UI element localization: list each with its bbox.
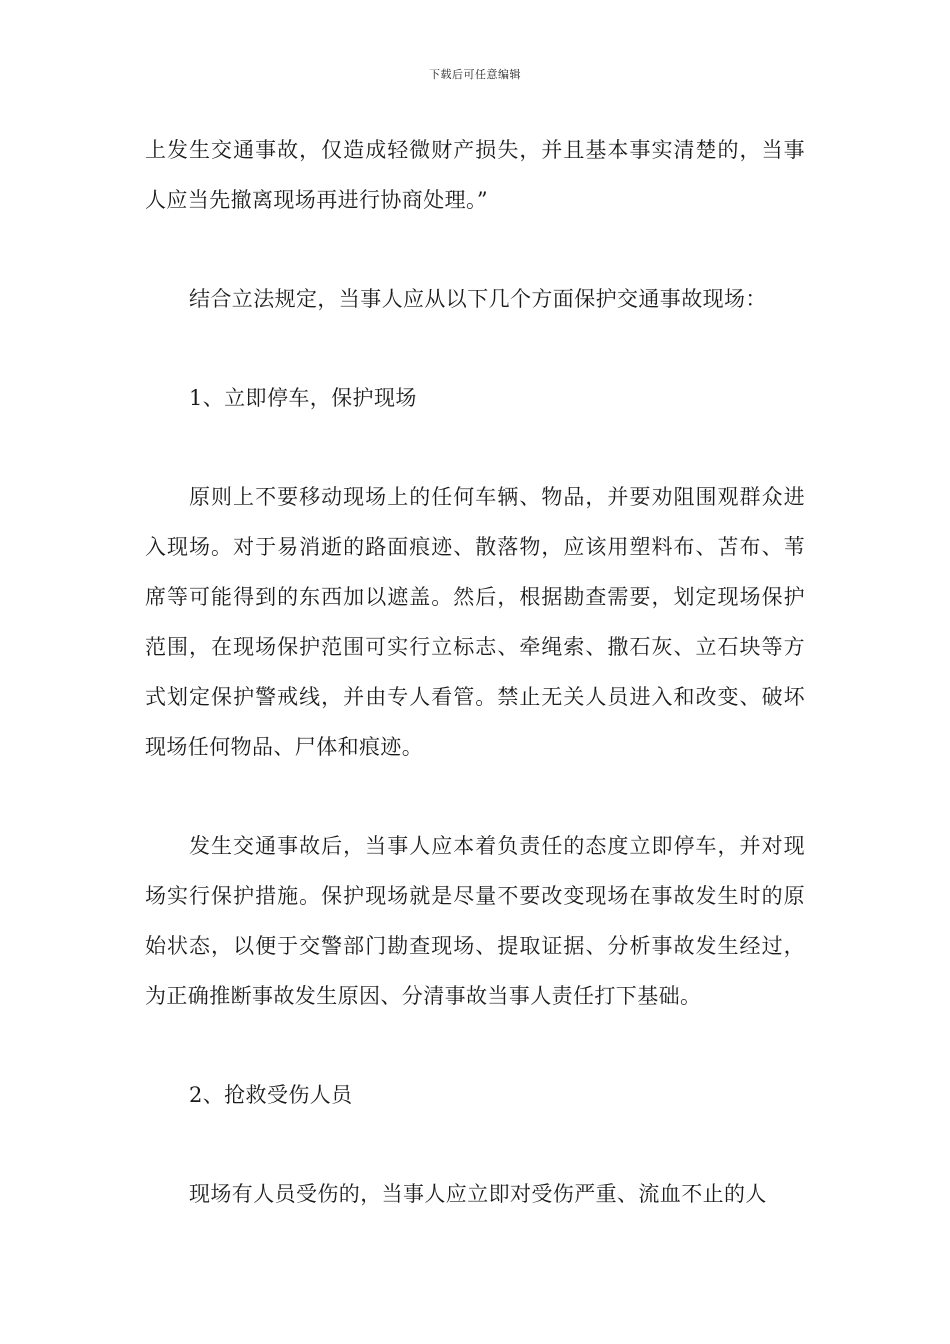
paragraph-gap xyxy=(145,225,805,274)
document-body xyxy=(145,125,805,1219)
paragraph-protect-scene: 原则上不要移动现场上的任何车辆、物品，并要劝阻围观群众进入现场。对于易消逝的路面痕迹、散落物，应该用塑料布、苫布、苇席等可能得到的东西加以遮盖。然后，根据勘查需要，划定现场保护范围，在现场保护范围可实行立标志、牵绳索、撒石灰、立石块等方式划定保护警戒线，并由专人看管。禁止无关人员进入和改变、破坏现场任何物品、尸体和痕迹。 xyxy=(145,485,805,759)
paragraph-intro: 结合立法规定，当事人应从以下几个方面保护交通事故现场： xyxy=(189,287,767,311)
paragraph-gap xyxy=(145,324,805,373)
paragraph-gap xyxy=(145,423,805,472)
paragraph-gap xyxy=(145,772,805,821)
paragraph-gap xyxy=(145,1120,805,1169)
section-heading-2: 2、抢救受伤人员 xyxy=(189,1083,353,1107)
paragraph-gap xyxy=(145,1021,805,1070)
paragraph-continuation: 上发生交通事故，仅造成轻微财产损失，并且基本事实清楚的，当事人应当先撤离现场再进行协商处理。” xyxy=(145,138,805,212)
section-heading-1: 1、立即停车，保护现场 xyxy=(189,386,417,410)
paragraph-rescue: 现场有人员受伤的，当事人应立即对受伤严重、流血不止的人 xyxy=(189,1182,767,1206)
page-header-note: 下载后可任意编辑 xyxy=(429,68,521,81)
paragraph-after-accident: 发生交通事故后，当事人应本着负责任的态度立即停车，并对现场实行保护措施。保护现场就是尽量不要改变现场在事故发生时的原始状态，以便于交警部门勘查现场、提取证据、分析事故发生经过，为正确推断事故发生原因、分清事故当事人责任打下基础。 xyxy=(145,834,805,1008)
